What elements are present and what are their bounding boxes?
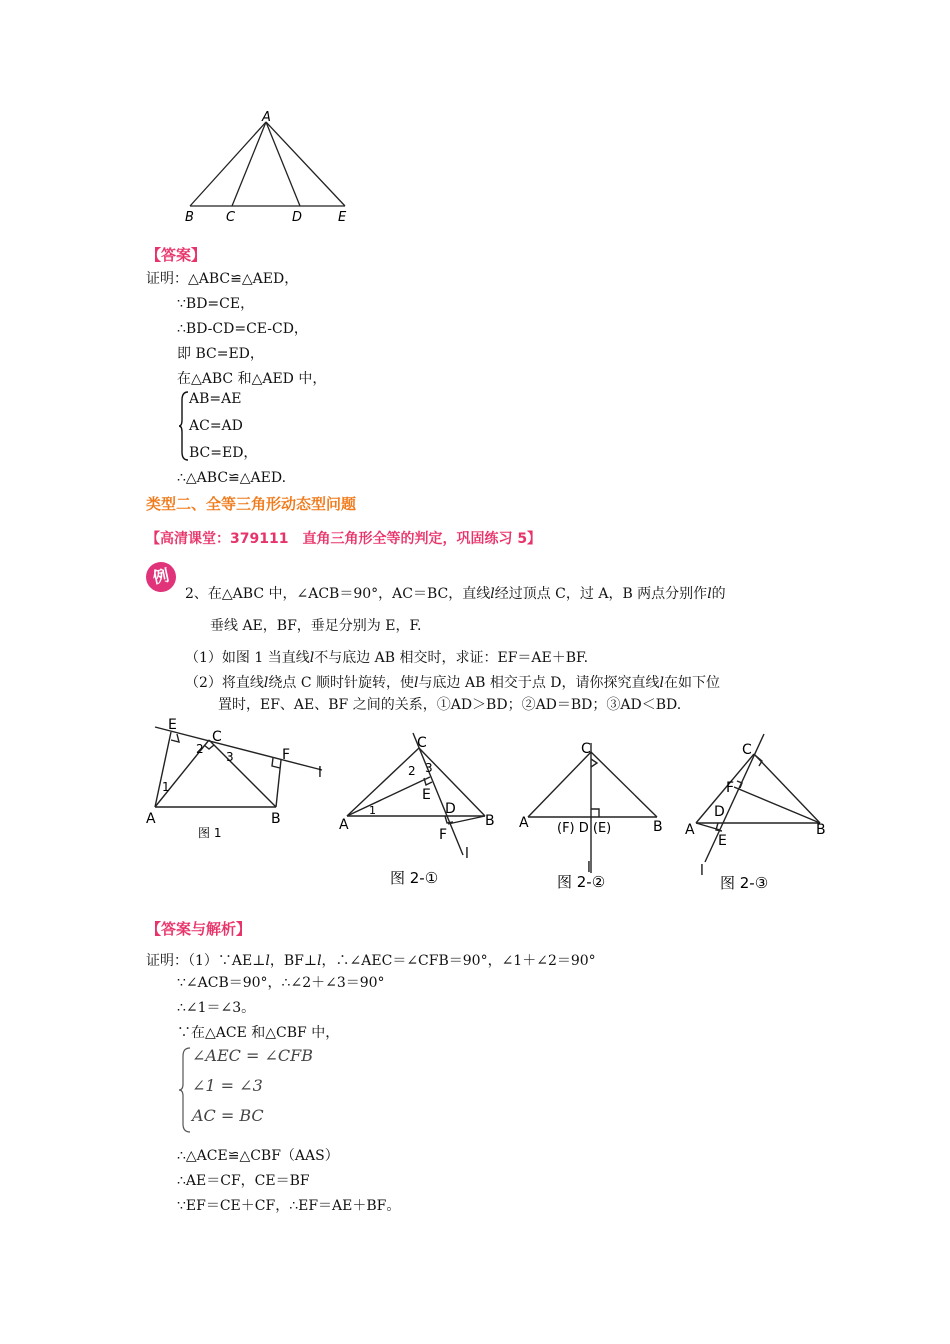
proof1-line6: ∴△ABC≌△AED. [177,470,287,486]
label-b: B [185,210,194,225]
analysis-header: 【答案与解析】 [146,920,252,938]
fig22-label-b: B [653,819,663,835]
problem-q2 [185,673,720,693]
fig23-label-d: D [714,804,725,820]
fig21-label-3: 3 [425,761,433,775]
fig1-label-b: B [271,811,281,827]
proof2-line2: ∵∠ACB＝90°，∴∠2＋∠3＝90° [177,975,385,991]
proof1-line1: 证明：△ABC≌△AED， [146,271,299,287]
fig21-label-d: D [445,801,456,817]
line-l-symbol: l [707,586,712,602]
fig1-label-3: 3 [226,750,234,764]
fig1-caption: 图 1 [198,826,222,840]
fig23-label-f: F [726,780,735,796]
proof2-line1 [146,951,596,971]
line-l-symbol: l [659,675,664,691]
fig23-label-a: A [685,822,695,838]
label-c: C [226,210,236,225]
line-l-symbol: l [414,675,419,691]
fig21-label-l: l [465,846,469,862]
figure-2-3 [680,730,840,895]
fig1-label-1: 1 [162,780,170,794]
fig23-label-e: E [718,833,727,849]
fig21-label-a: A [339,817,349,833]
q2-text-a: （2）将直线 [185,675,264,691]
fig21-label-b: B [485,813,495,829]
line-l-symbol: l [263,675,269,691]
fig21-caption: 图 2-① [390,869,439,887]
fig1-label-2: 2 [196,742,204,756]
proof2-line6: ∴AE＝CF，CE＝BF [177,1173,310,1189]
proof1-line3: ∴BD-CD=CE-CD， [177,321,308,337]
answer-header: 【答案】 [146,246,207,264]
fig23-caption: 图 2-③ [720,874,769,892]
q2-text-b: 绕点 C 顺时针旋转，使 [268,675,415,691]
fig21-label-c: C [417,735,427,751]
proof1-line5: 在△ABC 和△AED 中， [177,371,327,387]
fig22-label-mid: (F) D (E) [557,821,612,836]
problem-line2: 垂线 AE，BF，垂足分别为 E，F. [210,618,422,634]
fig23-label-c: C [742,742,752,758]
problem-q1 [185,648,588,668]
fig21-label-1: 1 [369,804,376,817]
q2-text-d: 在如下位 [663,675,720,691]
proof2-system-1: ∠AEC = ∠CFB [192,1046,313,1065]
figure-2-2 [515,735,675,895]
problem-text-1c: 的 [711,586,726,602]
fig1-label-l: l [318,765,322,781]
line-l-symbol: l [317,953,322,969]
fig21-label-2: 2 [408,764,416,778]
fig23-label-l: l [700,863,704,879]
proof2-system-3: AC = BC [192,1106,264,1125]
proof2-text-1b: ，BF⊥ [269,953,318,969]
q2-text-c: 与底边 AB 相交于点 D，请你探究直线 [418,675,660,691]
proof1-system-3: BC=ED， [189,445,258,461]
proof2-line5: ∴△ACE≌△CBF（AAS） [177,1148,339,1164]
line-l-symbol: l [265,953,270,969]
example-badge: 例 [143,559,179,595]
label-d: D [292,210,303,225]
proof2-brace [178,1046,192,1134]
proof2-text-1a: 证明：（1）∵AE⊥ [146,953,266,969]
fig1-label-a: A [146,811,156,827]
fig1-label-f: F [282,747,291,763]
type-header: 类型二、全等三角形动态型问题 [146,495,357,513]
proof1-system-2: AC=AD [189,418,243,434]
label-e: E [338,210,347,225]
proof2-text-1c: ，∴∠AEC＝∠CFB＝90°，∠1＋∠2＝90° [321,953,596,969]
problem-q2-cont: 置时，EF、AE、BF 之间的关系，①AD＞BD；②AD＝BD；③AD＜BD. [218,697,682,713]
proof1-line2: ∵BD=CE， [177,296,255,312]
line-l-symbol: l [490,586,495,602]
fig21-label-e: E [422,787,431,803]
fig1-label-c: C [212,729,222,745]
fig23-label-b: B [816,822,826,838]
fig22-label-c: C [581,741,591,757]
fig22-caption: 图 2-② [557,873,606,891]
q1-text-b: 不与底边 AB 相交时，求证：EF＝AE＋BF. [314,650,589,666]
figure-1 [140,715,335,845]
figure-top-triangle [180,108,360,226]
proof2-line7: ∵EF＝CE＋CF，∴EF＝AE＋BF。 [177,1198,401,1214]
figure-2-1 [335,725,505,890]
proof1-line4: 即 BC=ED， [177,346,264,362]
fig21-label-f: F [439,827,448,843]
lecture-header: 【高清课堂：379111 直角三角形全等的判定，巩固练习 5】 [146,531,542,547]
proof2-line4: ∵在△ACE 和△CBF 中， [177,1025,340,1041]
problem-text-1b: 经过顶点 C，过 A，B 两点分别作 [494,586,708,602]
line-l-symbol: l [309,650,315,666]
problem-text-1a: 2、在△ABC 中，∠ACB＝90°，AC＝BC，直线 [185,586,491,602]
fig1-label-e: E [168,717,177,733]
proof2-system-2: ∠1 = ∠3 [192,1076,263,1095]
fig22-label-l: l [587,860,591,876]
proof1-system-1: AB=AE [189,391,242,407]
proof2-line3: ∴∠1＝∠3。 [177,1000,256,1016]
q1-text-a: （1）如图 1 当直线 [185,650,310,666]
problem-line1 [185,584,726,604]
label-a: A [262,110,271,125]
fig22-label-a: A [519,815,529,831]
